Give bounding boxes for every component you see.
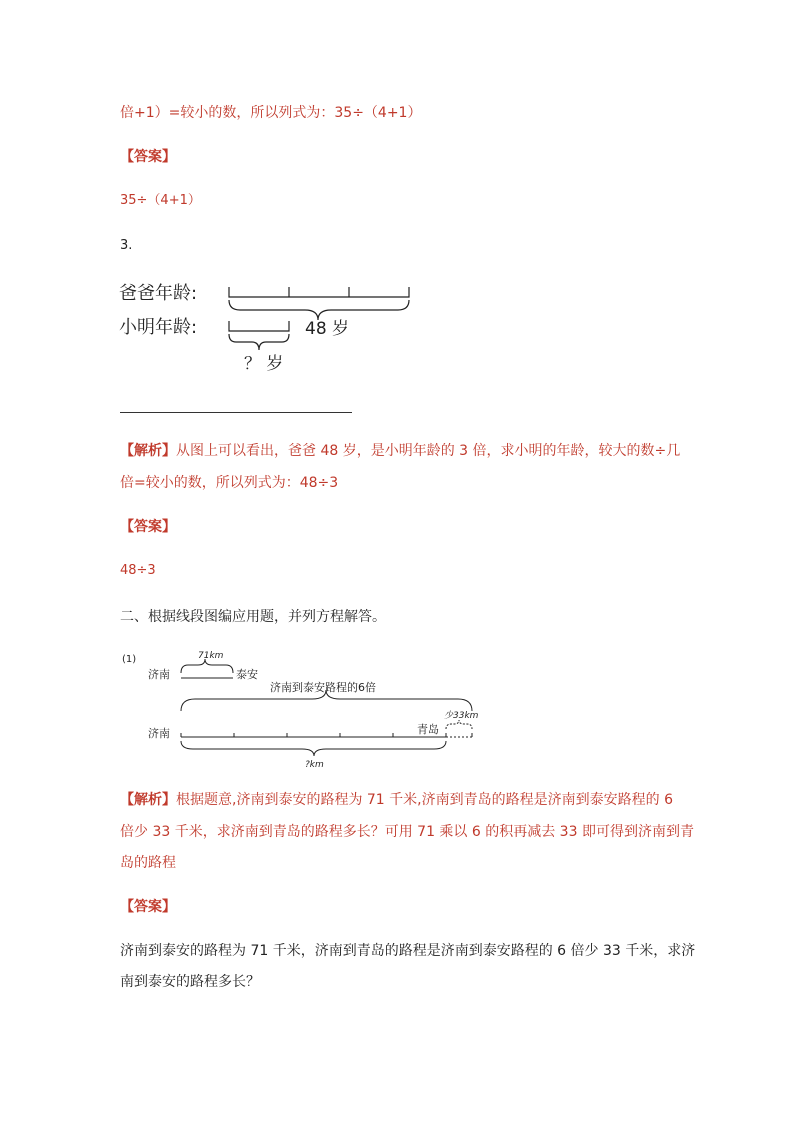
ming-age-label: 小明年龄: <box>119 317 198 338</box>
less-33-brace <box>446 720 472 729</box>
sub-question-index: (1) <box>122 654 137 665</box>
six-times-brace <box>181 690 472 711</box>
answer-2: 48÷3 <box>120 563 156 578</box>
p2-analysis-text-1: 根据题意,济南到泰安的路程为 71 千米,济南到青岛的路程是济南到泰安路程的 6 <box>176 792 673 808</box>
qingdao-label: 青岛 <box>417 723 439 736</box>
p2-analysis-line-1 <box>120 790 673 810</box>
six-times-label: 济南到泰安路程的6倍 <box>270 681 376 694</box>
jinan-taian-brace <box>181 659 233 673</box>
answer-label-3: 【答案】 <box>120 899 176 915</box>
unknown-age-label: ？ 岁 <box>244 354 284 374</box>
p2-analysis-line-3: 岛的路程 <box>120 855 176 871</box>
unknown-km-label: ?km <box>305 760 324 770</box>
p2-answer-line-1: 济南到泰安的路程为 71 千米，济南到青岛的路程是济南到泰安路程的 6 倍少 33 千米，求济 <box>120 943 696 959</box>
q3-analysis-text-1: 从图上可以看出，爸爸 48 岁，是小明年龄的 3 倍，求小明的年龄，较大的数÷几 <box>176 443 681 459</box>
answer-label-1: 【答案】 <box>120 149 176 165</box>
distance-71-label: 71km <box>198 651 224 661</box>
question-number-3: 3. <box>120 238 133 253</box>
jinan-label-1: 济南 <box>148 668 170 681</box>
p2-analysis-line-2: 倍少 33 千米，求济南到青岛的路程多长？可用 71 乘以 6 的积再减去 33 即可得到济南到青 <box>120 824 694 840</box>
q3-analysis-line-2: 倍=较小的数，所以列式为：48÷3 <box>120 475 339 491</box>
dad-age-label: 爸爸年龄: <box>119 283 198 304</box>
part2-heading: 二、根据线段图编应用题，并列方程解答。 <box>120 609 386 625</box>
line-a-text: 倍+1）=较小的数，所以列式为： <box>120 105 335 121</box>
answer-1: 35÷（4+1） <box>120 193 201 208</box>
less-33-label: 少33km <box>444 711 479 721</box>
p2-analysis-tag: 【解析】 <box>120 792 176 808</box>
total-age-label: 48 岁 <box>305 319 350 339</box>
unknown-distance-brace <box>181 741 446 756</box>
jinan-label-2: 济南 <box>148 727 170 740</box>
taian-label: 泰安 <box>236 668 258 681</box>
formula-a: 35÷（4+1） <box>334 105 422 121</box>
analysis-tag: 【解析】 <box>120 443 176 459</box>
p2-answer-line-2: 南到泰安的路程多长？ <box>120 974 260 990</box>
answer-label-2: 【答案】 <box>120 519 176 535</box>
